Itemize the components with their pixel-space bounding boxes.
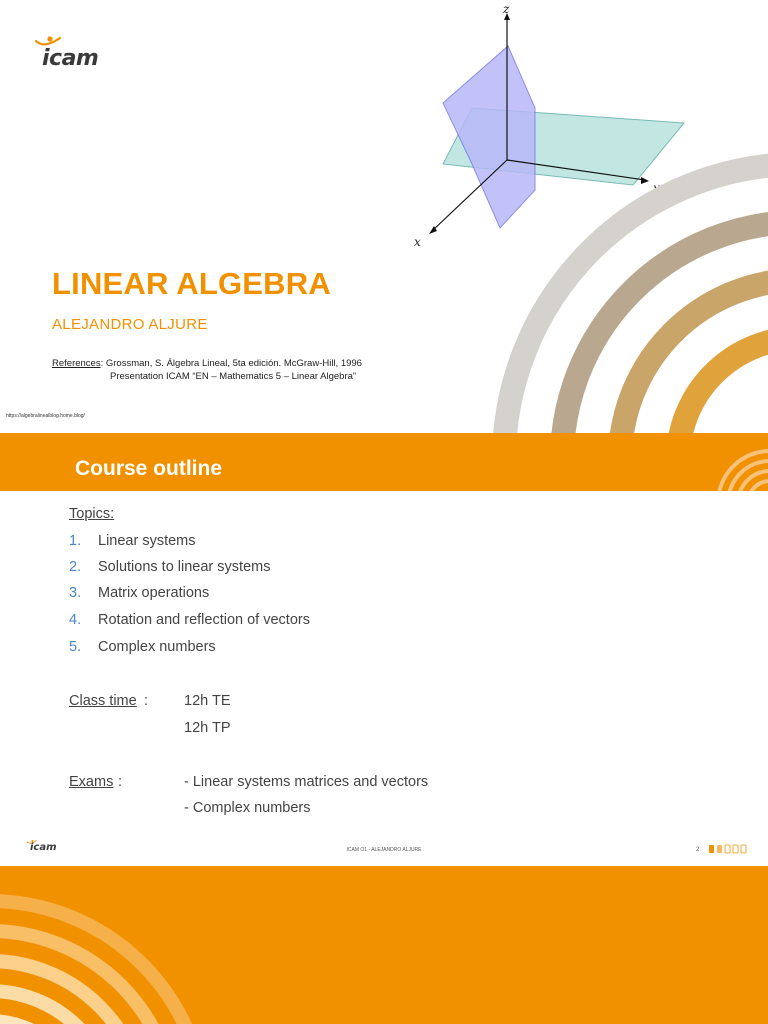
exam-item: - Complex numbers — [184, 800, 311, 816]
topic-text: Complex numbers — [98, 639, 216, 655]
z-axis-label: z — [503, 2, 510, 16]
topic-text: Linear systems — [98, 533, 196, 549]
slide-title: Course outline — [75, 457, 223, 480]
logo-text: icam — [30, 842, 57, 853]
topic-text: Matrix operations — [98, 585, 210, 601]
image-credit: https://algebralinealblog.home.blog/ — [6, 413, 85, 419]
logo-text: icam — [42, 46, 99, 71]
topic-item — [69, 585, 209, 601]
topic-number: 2. — [69, 559, 82, 575]
class-time-label: Class time — [69, 693, 137, 709]
topic-number: 3. — [69, 585, 82, 601]
course-outline-slide — [0, 433, 768, 866]
topic-item — [69, 533, 196, 549]
topic-text: Solutions to linear systems — [98, 559, 271, 575]
topic-item — [69, 639, 216, 655]
reference-1: Grossman, S. Álgebra Lineal, 5ta edición. McGraw-Hill, 1996 — [105, 358, 362, 369]
reference-2: Presentation ICAM “EN – Mathematics 5 – Linear Algebra” — [110, 371, 357, 382]
references-label: References — [52, 358, 101, 369]
references-colon: : — [100, 358, 104, 369]
y-axis-label: y — [653, 181, 660, 195]
topic-number: 1. — [69, 533, 82, 549]
title-slide — [0, 0, 768, 433]
footer-text: ICAM O1 - ALEJANDRO ALJURE — [346, 847, 422, 853]
class-time-tp: 12h TP — [184, 720, 231, 736]
author-name: ALEJANDRO ALJURE — [52, 316, 208, 333]
references — [52, 357, 362, 383]
exams-colon: : — [118, 774, 123, 790]
band-decorative-arcs — [708, 433, 768, 491]
progress-indicator — [708, 843, 752, 855]
decorative-arcs — [480, 120, 768, 433]
topic-number: 4. — [69, 612, 82, 628]
decorative-arcs — [0, 866, 260, 1024]
title-band — [0, 433, 768, 491]
class-time-colon: : — [144, 693, 149, 709]
topic-number: 5. — [69, 639, 82, 655]
page-number: 2 — [696, 847, 700, 853]
class-time-te: 12h TE — [184, 693, 231, 709]
next-slide-background — [0, 866, 768, 1024]
exams-label: Exams — [69, 774, 114, 790]
x-axis-label: x — [414, 235, 421, 249]
topic-item — [69, 612, 310, 628]
topics-label: Topics: — [69, 506, 115, 522]
exam-item: - Linear systems matrices and vectors — [184, 774, 429, 790]
presentation-title: LINEAR ALGEBRA — [52, 266, 331, 301]
topic-text: Rotation and reflection of vectors — [98, 612, 310, 628]
topic-item — [69, 559, 270, 575]
